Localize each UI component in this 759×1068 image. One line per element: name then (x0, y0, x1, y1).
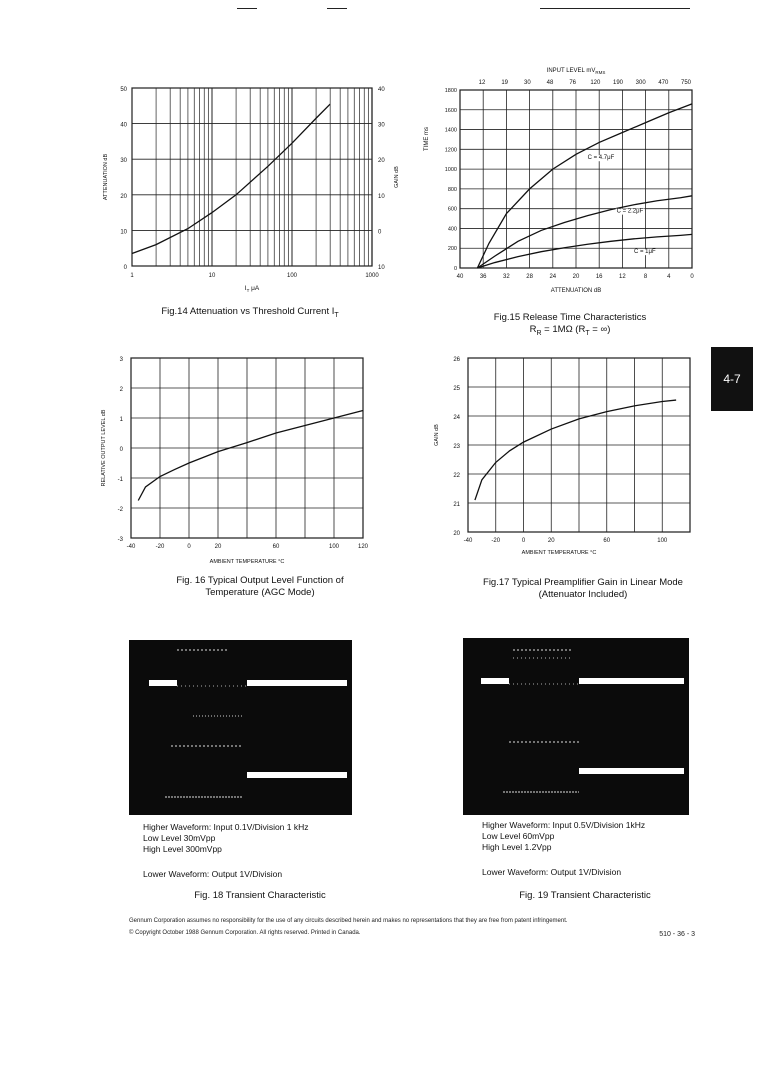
fig18-note-lower: Lower Waveform: Output 1V/Division (143, 869, 283, 879)
fig17-ytick: 25 (453, 386, 460, 392)
fig16-xlabel: AMBIENT TEMPERATURE °C (209, 559, 285, 565)
fig14-caption (130, 306, 370, 322)
fig15-series-line (477, 234, 692, 268)
fig16-ytick: -2 (117, 507, 123, 513)
fig15-top-tick: 120 (590, 80, 601, 86)
fig14-ytick: 40 (120, 122, 127, 129)
section-tab-label: 4-7 (723, 372, 741, 386)
fig16-xtick: 20 (214, 544, 222, 550)
fig15-chart (420, 62, 710, 302)
fig15-top-axis-label: INPUT LEVEL $mV_{RMS}$ (546, 68, 606, 75)
fig15-series-line (477, 196, 692, 268)
fig15-xtick: 36 (479, 274, 487, 280)
fig19-oscilloscope-image (463, 638, 689, 815)
fig15-xtick: 12 (619, 274, 626, 280)
fig15-xtick: 28 (526, 274, 533, 280)
fig15-ytick: 1200 (444, 147, 457, 154)
fig14-ytick: 30 (120, 158, 127, 165)
fig16-ytick: 1 (119, 417, 123, 423)
fig15-xtick: 24 (549, 274, 557, 280)
fig16-ytick: -1 (117, 477, 123, 483)
fig15-caption-r: R (529, 324, 537, 335)
fig17-caption (458, 577, 708, 601)
fig16-xtick: 120 (357, 544, 369, 550)
fig16-xtick: 60 (272, 544, 280, 550)
fig18-notes (143, 822, 373, 880)
fig15-top-tick: 300 (635, 80, 646, 86)
fig15-ytick: 1000 (444, 167, 457, 174)
fig16-series-line (138, 411, 363, 501)
fig17-xtick: -40 (463, 538, 473, 544)
fig15-caption-r-sub: R (536, 329, 542, 337)
fig16-ylabel: RELATIVE OUTPUT LEVEL dB (101, 409, 107, 487)
fig14-y2tick: 0 (378, 229, 382, 236)
section-tab (711, 347, 753, 411)
fig14-y2tick: 10 (378, 265, 385, 271)
fig14-xtick: 1000 (365, 273, 379, 279)
fig19-caption: Fig. 19 Transient Characteristic (519, 890, 651, 901)
fig14-series-line (132, 104, 330, 254)
fig15-ylabel: TIME ms (424, 127, 430, 151)
fig15-xtick: 20 (572, 274, 580, 280)
footer-disclaimer: Gennum Corporation assumes no responsibility for the use of any circuits described herein and makes no representations that they are free from patent infringement. (129, 918, 568, 924)
fig15-caption-t-sub: T (585, 329, 590, 337)
fig17-xtick: 60 (603, 538, 611, 544)
fig16-chart (95, 348, 385, 570)
fig17-series-line (475, 400, 676, 500)
fig19-notes (482, 820, 712, 878)
fig17-ytick: 22 (453, 473, 460, 479)
fig17-ytick: 21 (453, 502, 460, 508)
fig18-caption: Fig. 18 Transient Characteristic (194, 890, 326, 901)
fig15-caption (470, 312, 670, 340)
fig16-xtick: -20 (155, 544, 165, 550)
fig17-ytick: 24 (453, 415, 460, 421)
fig15-top-tick: 470 (658, 80, 669, 86)
fig14-xtick: 1 (130, 273, 134, 279)
fig15-top-tick: 750 (680, 80, 692, 86)
fig16-ytick: 2 (119, 387, 123, 393)
fig15-ytick: 0 (453, 266, 457, 272)
fig15-xlabel: ATTENUATION dB (550, 288, 602, 294)
fig15-ytick: 1800 (444, 88, 457, 94)
fig14-caption-sub: T (334, 311, 339, 319)
fig15-xtick: 0 (690, 274, 694, 280)
fig17-caption-line2: (Attenuator Included) (538, 589, 628, 600)
fig14-caption-text: Fig.14 Attenuation vs Threshold Current I (161, 306, 335, 317)
fig19-note-1: Higher Waveform: Input 0.5V/Division 1kHz (482, 820, 646, 830)
fig18-note-3: High Level 300mVpp (143, 844, 222, 854)
fig19-waveforms (463, 638, 689, 815)
fig15-ytick: 800 (447, 186, 457, 193)
fig16-xtick: -40 (126, 544, 136, 550)
fig17-ytick: 23 (453, 444, 460, 450)
fig17-caption-line1: Fig.17 Typical Preamplifier Gain in Linear Mode (483, 577, 683, 588)
fig14-y2tick: 30 (378, 122, 385, 129)
fig14-xtick: 100 (286, 273, 298, 279)
fig17-ytick: 26 (453, 357, 460, 363)
fig16-xtick: 100 (328, 544, 340, 550)
fig16-caption (140, 575, 380, 599)
fig15-series-label: C = 4.7μF (587, 155, 615, 162)
fig17-chart (420, 348, 705, 570)
fig15-ytick: 1400 (444, 127, 457, 134)
fig16-ytick: -3 (117, 537, 123, 543)
fig14-xlabel: $I_T$ μA (244, 285, 260, 293)
fig15-ytick: 1600 (444, 107, 457, 114)
fig17-xlabel: AMBIENT TEMPERATURE °C (521, 550, 597, 556)
footer-docnum: 510 - 36 - 3 (659, 931, 695, 938)
fig15-ytick: 400 (447, 226, 457, 233)
fig14-ytick: 10 (120, 229, 127, 236)
fig15-series-label: C = 1μF (634, 249, 656, 256)
fig14-chart (95, 78, 400, 298)
fig15-caption-mid: = 1MΩ (R (541, 324, 586, 335)
fig14-ytick: 0 (123, 265, 127, 271)
fig18-oscilloscope-image (129, 640, 352, 815)
fig15-top-tick: 48 (546, 80, 554, 86)
fig16-ytick: 3 (119, 357, 123, 363)
fig15-xtick: 32 (503, 274, 510, 280)
fig17-ytick: 20 (453, 531, 460, 537)
fig19-note-2: Low Level 60mVpp (482, 831, 555, 841)
fig14-ytick: 20 (120, 193, 127, 200)
fig16-caption-line1: Fig. 16 Typical Output Level Function of (176, 575, 344, 586)
fig16-ytick: 0 (119, 447, 123, 453)
fig14-y2tick: 40 (378, 87, 385, 93)
fig15-top-tick: 30 (523, 80, 531, 86)
fig14-y2tick: 10 (378, 193, 385, 200)
fig15-ytick: 200 (447, 246, 457, 253)
header-rule-3 (540, 8, 690, 9)
fig14-y2tick: 20 (378, 158, 385, 165)
fig14-xtick: 10 (208, 273, 216, 279)
fig14-y2label: GAIN dB (394, 166, 400, 188)
fig15-caption-end: = ∞) (589, 324, 611, 335)
fig15-top-tick: 19 (501, 80, 509, 86)
fig17-xtick: 100 (657, 538, 668, 544)
fig18-note-1: Higher Waveform: Input 0.1V/Division 1 kHz (143, 822, 309, 832)
fig15-top-tick: 190 (612, 80, 624, 86)
fig15-xtick: 16 (595, 274, 603, 280)
fig15-xtick: 40 (456, 274, 464, 280)
fig15-top-tick: 12 (478, 80, 486, 86)
fig19-note-lower: Lower Waveform: Output 1V/Division (482, 867, 622, 877)
fig14-ylabel: ATTENUATION dB (103, 153, 109, 201)
header-rule-2 (327, 8, 347, 9)
fig15-ytick: 600 (447, 206, 457, 213)
fig15-caption-line2 (470, 324, 670, 340)
fig14-ytick: 50 (120, 87, 127, 93)
fig17-xtick: 0 (521, 538, 526, 544)
fig17-ylabel: GAIN dB (434, 424, 440, 446)
fig15-series-line (477, 104, 692, 268)
fig16-caption-line2: Temperature (AGC Mode) (205, 587, 315, 598)
fig15-xtick: 8 (643, 274, 648, 280)
fig15-top-tick: 76 (569, 80, 577, 86)
fig15-series-label: C = 2.2μF (616, 208, 644, 215)
fig16-xtick: 0 (187, 544, 191, 550)
fig17-xtick: 20 (547, 538, 555, 544)
header-rule-1 (237, 8, 257, 9)
fig18-note-2: Low Level 30mVpp (143, 833, 216, 843)
footer-copyright: © Copyright October 1988 Gennum Corporation. All rights reserved. Printed in Canada. (129, 930, 361, 936)
fig17-xtick: -20 (491, 538, 501, 544)
fig19-note-3: High Level 1.2Vpp (482, 842, 552, 852)
fig15-caption-line1: Fig.15 Release Time Characteristics (493, 312, 647, 323)
fig18-waveforms (129, 640, 352, 815)
fig15-xtick: 4 (667, 274, 671, 280)
